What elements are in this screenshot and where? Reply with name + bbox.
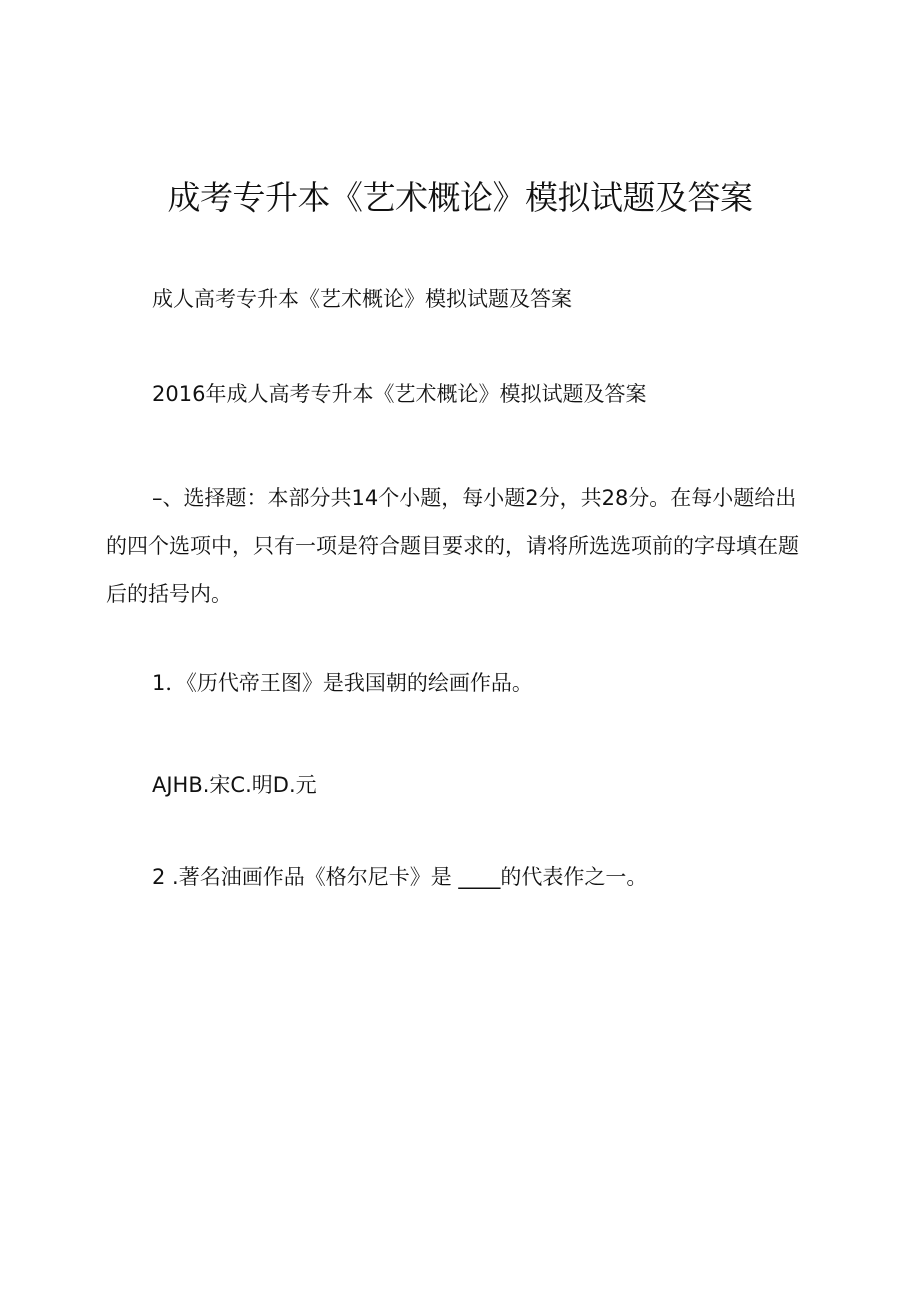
document-subtitle-year: 2016年成人高考专升本《艺术概论》模拟试题及答案: [152, 382, 647, 406]
question-2: 2 .著名油画作品《格尔尼卡》是 ____的代表作之一。: [152, 865, 648, 889]
question-1-options: AJHB.宋C.明D.元: [152, 773, 317, 797]
question-1: 1．《历代帝王图》是我国朝的绘画作品。: [152, 671, 533, 695]
section-instructions: –、选择题：本部分共14个小题，每小题2分，共28分。在每小题给出的四个选项中，只有一项是符合题目要求的，请将所选选项前的字母填在题后的括号内。: [106, 486, 799, 606]
document-subtitle: 成人高考专升本《艺术概论》模拟试题及答案: [152, 287, 572, 311]
document-title: 成考专升本《艺术概论》模拟试题及答案: [167, 178, 753, 217]
